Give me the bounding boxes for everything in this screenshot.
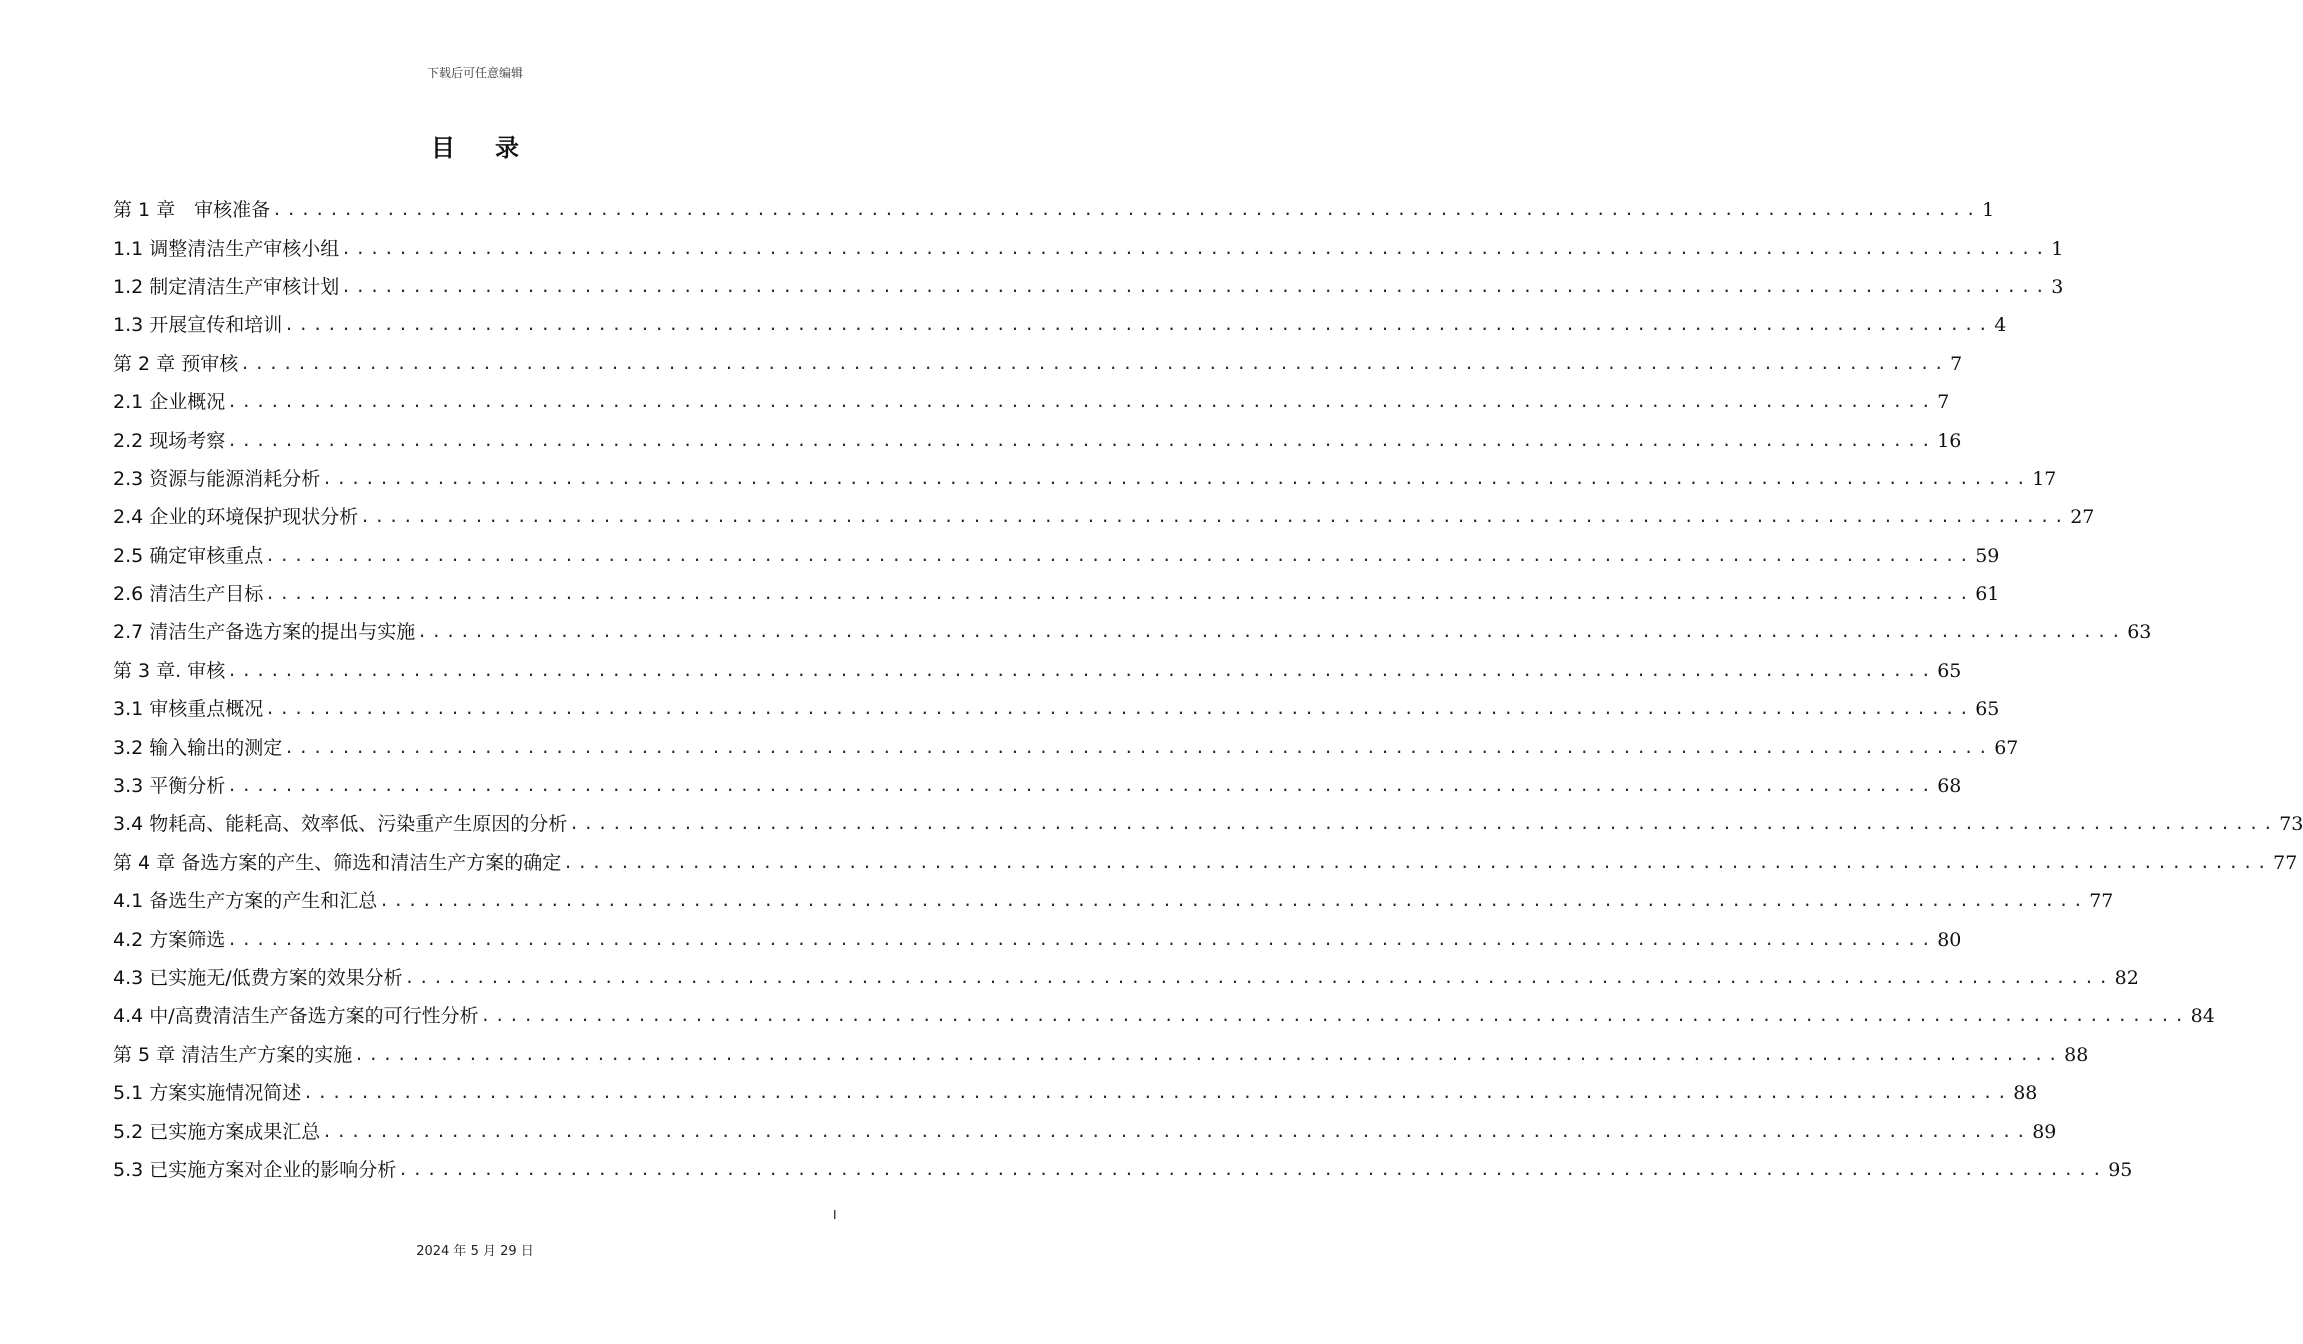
- toc-entry-label: 3.4 物耗高、能耗高、效率低、污染重产生原因的分析: [113, 813, 568, 836]
- toc-entry-page: 1: [1982, 199, 1995, 222]
- toc-entry-page: 65: [1975, 698, 2000, 721]
- toc-entry-label: 3.2 输入输出的测定: [113, 736, 283, 759]
- toc-leader-dots: ........................................................................................................................: [341, 238, 2050, 258]
- toc-leader-dots: ........................................................................................................................: [284, 737, 1993, 757]
- toc-leader-dots: ........................................................................................................................: [284, 315, 1993, 335]
- page-title: 目录: [431, 134, 559, 162]
- toc-entry[interactable]: [113, 1112, 2057, 1150]
- toc-entry[interactable]: [113, 229, 2064, 267]
- toc-entry-page: 63: [2127, 621, 2152, 644]
- toc-entry-page: 67: [1994, 736, 2019, 759]
- toc-entry-label: 第 3 章. 审核: [113, 659, 226, 682]
- page-number-mark: I: [833, 1208, 837, 1222]
- toc-leader-dots: ........................................................................................................................: [272, 200, 1981, 220]
- toc-entry-label: 第 1 章 审核准备: [113, 199, 271, 222]
- toc-leader-dots: ........................................................................................................................: [227, 929, 1936, 949]
- toc-entry-label: 3.3 平衡分析: [113, 775, 226, 798]
- toc-leader-dots: ........................................................................................................................: [303, 1083, 2012, 1103]
- toc-leader-dots: ........................................................................................................................: [480, 1006, 2189, 1026]
- toc-entry-label: 2.5 确定审核重点: [113, 544, 264, 567]
- toc-entry-page: 17: [2032, 467, 2057, 490]
- table-of-contents: [113, 191, 2303, 1189]
- toc-entry[interactable]: [113, 690, 2000, 728]
- toc-leader-dots: ........................................................................................................................: [322, 1121, 2031, 1141]
- toc-leader-dots: ........................................................................................................................: [227, 392, 1936, 412]
- toc-entry[interactable]: [113, 421, 1962, 459]
- toc-entry-page: 77: [2273, 851, 2298, 874]
- toc-entry-label: 4.3 已实施无/低费方案的效果分析: [113, 967, 403, 989]
- toc-entry[interactable]: [113, 882, 2114, 920]
- toc-leader-dots: ........................................................................................................................: [227, 660, 1936, 680]
- toc-entry-label: 1.1 调整清洁生产审核小组: [113, 237, 340, 260]
- toc-entry-page: 7: [1937, 391, 1950, 414]
- toc-leader-dots: ........................................................................................................................: [354, 1044, 2063, 1064]
- toc-entry[interactable]: [113, 1074, 2038, 1112]
- toc-leader-dots: ........................................................................................................................: [265, 699, 1974, 719]
- toc-entry-page: 84: [2190, 1005, 2215, 1028]
- toc-entry[interactable]: [113, 844, 2298, 882]
- toc-entry[interactable]: [113, 959, 2139, 997]
- toc-entry-page: 7: [1950, 352, 1963, 375]
- toc-entry[interactable]: [113, 920, 1962, 958]
- toc-leader-dots: ........................................................................................................................: [341, 276, 2050, 296]
- toc-entry-page: 80: [1937, 928, 1962, 951]
- toc-entry-page: 27: [2070, 506, 2095, 529]
- toc-entry-label: 第 2 章 预审核: [113, 352, 239, 375]
- toc-entry-label: 2.7 清洁生产备选方案的提出与实施: [113, 621, 416, 644]
- toc-entry-page: 95: [2108, 1158, 2133, 1181]
- toc-entry-page: 89: [2032, 1120, 2057, 1143]
- toc-entry[interactable]: [113, 728, 2019, 766]
- toc-entry[interactable]: [113, 306, 2007, 344]
- toc-leader-dots: ........................................................................................................................: [360, 507, 2069, 527]
- toc-entry[interactable]: [113, 613, 2152, 651]
- toc-entry[interactable]: [113, 1151, 2133, 1189]
- toc-entry-page: 59: [1975, 544, 2000, 567]
- toc-leader-dots: ........................................................................................................................: [322, 468, 2031, 488]
- toc-entry-label: 2.6 清洁生产目标: [113, 583, 264, 606]
- toc-entry-label: 第 4 章 备选方案的产生、筛选和清洁生产方案的确定: [113, 851, 562, 874]
- toc-entry-label: 5.1 方案实施情况简述: [113, 1082, 302, 1105]
- toc-entry-label: 1.3 开展宣传和培训: [113, 314, 283, 337]
- toc-leader-dots: ........................................................................................................................: [569, 814, 2278, 834]
- toc-entry[interactable]: [113, 767, 1962, 805]
- toc-leader-dots: ........................................................................................................................: [227, 776, 1936, 796]
- toc-entry-page: 82: [2114, 967, 2139, 989]
- toc-entry-page: 65: [1937, 659, 1962, 682]
- toc-entry[interactable]: [113, 997, 2215, 1035]
- toc-leader-dots: ........................................................................................................................: [563, 852, 2272, 872]
- toc-entry-page: 61: [1975, 583, 2000, 606]
- toc-entry[interactable]: [113, 498, 2095, 536]
- toc-entry-page: 73: [2279, 813, 2303, 836]
- toc-entry-page: 77: [2089, 890, 2114, 913]
- toc-entry-label: 2.1 企业概况: [113, 391, 226, 414]
- toc-entry-label: 5.2 已实施方案成果汇总: [113, 1120, 321, 1143]
- toc-entry[interactable]: [113, 460, 2057, 498]
- toc-entry-label: 2.3 资源与能源消耗分析: [113, 467, 321, 490]
- toc-entry-label: 4.4 中/高费清洁生产备选方案的可行性分析: [113, 1005, 479, 1028]
- toc-leader-dots: ........................................................................................................................: [265, 584, 1974, 604]
- toc-entry-page: 1: [2051, 237, 2064, 260]
- footer-date: 2024 年 5 月 29 日: [416, 1244, 534, 1259]
- toc-leader-dots: ........................................................................................................................: [398, 1159, 2107, 1179]
- toc-entry-label: 第 5 章 清洁生产方案的实施: [113, 1043, 353, 1066]
- toc-entry[interactable]: [113, 268, 2064, 306]
- toc-entry-page: 88: [2013, 1082, 2038, 1105]
- toc-leader-dots: ........................................................................................................................: [404, 968, 2113, 987]
- toc-leader-dots: ........................................................................................................................: [227, 430, 1936, 450]
- toc-leader-dots: ........................................................................................................................: [417, 622, 2126, 642]
- toc-leader-dots: ........................................................................................................................: [379, 891, 2088, 911]
- toc-entry-label: 1.2 制定清洁生产审核计划: [113, 275, 340, 298]
- toc-leader-dots: ........................................................................................................................: [265, 545, 1974, 565]
- toc-leader-dots: ........................................................................................................................: [240, 353, 1949, 373]
- toc-entry-page: 88: [2064, 1043, 2089, 1066]
- toc-entry[interactable]: [113, 537, 2000, 575]
- toc-entry-label: 4.1 备选生产方案的产生和汇总: [113, 890, 378, 913]
- toc-entry-label: 4.2 方案筛选: [113, 928, 226, 951]
- toc-entry[interactable]: [113, 575, 2000, 613]
- toc-entry-label: 5.3 已实施方案对企业的影响分析: [113, 1158, 397, 1181]
- toc-entry[interactable]: [113, 805, 2303, 843]
- toc-entry[interactable]: [113, 345, 1963, 383]
- toc-entry-page: 4: [1994, 314, 2007, 337]
- toc-entry[interactable]: [113, 383, 1950, 421]
- toc-entry-label: 2.2 现场考察: [113, 429, 226, 452]
- header-note: 下载后可任意编辑: [426, 66, 523, 80]
- toc-entry[interactable]: [113, 652, 1962, 690]
- toc-entry-page: 3: [2051, 275, 2064, 298]
- toc-entry[interactable]: [113, 191, 1995, 229]
- toc-entry-label: 2.4 企业的环境保护现状分析: [113, 506, 359, 529]
- toc-entry[interactable]: [113, 1036, 2089, 1074]
- toc-entry-page: 16: [1937, 429, 1962, 452]
- toc-entry-label: 3.1 审核重点概况: [113, 698, 264, 721]
- toc-entry-page: 68: [1937, 775, 1962, 798]
